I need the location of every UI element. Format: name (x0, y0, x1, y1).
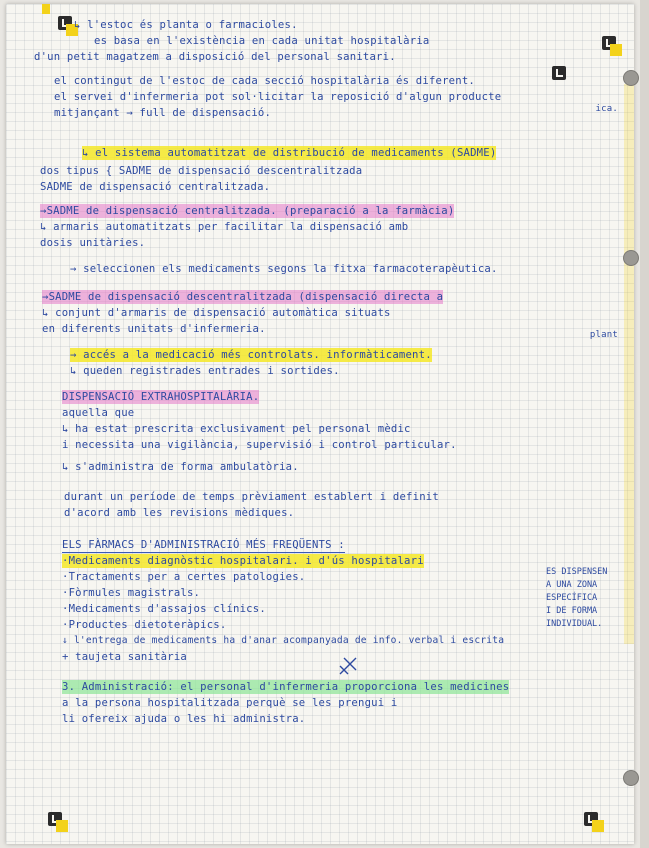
note-line: ↳ l'estoc és planta o farmacioles. (74, 19, 298, 31)
note-line: dosis unitàries. (40, 237, 146, 249)
note-line: li ofereix ajuda o les hi administra. (62, 713, 306, 725)
bottom-left-corner-icon (48, 812, 68, 832)
note-line: mitjançant → full de dispensació. (54, 107, 272, 119)
margin-note: ica. (595, 104, 618, 114)
note-line: ↳ queden registrades entrades i sortides. (70, 365, 340, 377)
note-line: ↳ armaris automatitzats per facilitar la dispensació amb (40, 221, 409, 233)
note-line: es basa en l'existència en cada unitat hospitalària (94, 35, 430, 47)
note-line: en diferents unitats d'infermeria. (42, 323, 266, 335)
note-line: ELS FÀRMACS D'ADMINISTRACIÓ MÉS FREQÜENTS : (62, 539, 345, 551)
note-line: d'un petit magatzem a disposició del personal sanitari. (34, 51, 396, 63)
notebook-edge (640, 0, 649, 848)
note-line: aquella que (62, 407, 135, 419)
bracket-line: INDIVIDUAL. (546, 619, 603, 629)
binder-hole (623, 770, 639, 786)
note-line: SADME de dispensació centralitzada. (40, 181, 271, 193)
note-line: → seleccionen els medicaments segons la fitxa farmacoterapèutica. (70, 263, 498, 275)
note-line: →SADME de dispensació centralitzada. (preparació a la farmàcia) (40, 205, 455, 217)
top-right-corner-icon (602, 36, 622, 56)
note-line: ↳ ha estat prescrita exclusivament pel personal mèdic (62, 423, 411, 435)
bracket-line: ES DISPENSEN (546, 567, 608, 577)
note-line: + taujeta sanitària (62, 651, 187, 663)
note-line: DISPENSACIÓ EXTRAHOSPITALÀRIA. (62, 391, 260, 403)
note-line: a la persona hospitalitzada perquè se les prengui i (62, 697, 398, 709)
bracket-line: I DE FORMA (546, 606, 598, 616)
note-line: → accés a la medicació més controlats. informàticament. (70, 349, 432, 361)
note-line: ·Productes dietoteràpics. (62, 619, 227, 631)
note-line: →SADME de dispensació descentralitzada (dispensació directa a (42, 291, 444, 303)
right-mid-corner-icon (552, 66, 572, 86)
note-line: ·Medicaments diagnòstic hospitalari. i d'ús hospitalari (62, 555, 424, 567)
note-line: el servei d'infermeria pot sol·licitar la reposició d'algun producte (54, 91, 502, 103)
margin-note: plant (589, 330, 618, 340)
notebook-page (6, 4, 634, 844)
note-line: el contingut de l'estoc de cada secció hospitalària és diferent. (54, 75, 475, 87)
note-line: durant un període de temps prèviament establert i definit (64, 491, 439, 503)
note-line: ↳ el sistema automatitzat de distribució de medicaments (SADME) (82, 147, 497, 159)
note-line: ·Tractaments per a certes patologies. (62, 571, 306, 583)
note-line: 3. Administració: el personal d'infermeria proporciona les medicines (62, 681, 510, 693)
note-line: ↳ conjunt d'armaris de dispensació automàtica situats (42, 307, 391, 319)
note-line: ·Fòrmules magistrals. (62, 587, 201, 599)
note-line: ↓ l'entrega de medicaments ha d'anar acompanyada de info. verbal i escrita (62, 635, 505, 646)
right-edge-strip (624, 84, 634, 644)
note-line: dos tipus { SADME de dispensació descentralitzada (40, 165, 363, 177)
bracket-line: A UNA ZONA (546, 580, 598, 590)
bracket-line: ESPECÍFICA (546, 593, 598, 603)
side-bracket-note (546, 566, 636, 631)
binder-hole (623, 250, 639, 266)
note-line: ↳ s'administra de forma ambulatòria. (62, 461, 299, 473)
note-line: ·Medicaments d'assajos clínics. (62, 603, 266, 615)
note-line: i necessita una vigilància, supervisió i control particular. (62, 439, 457, 451)
binder-hole (623, 70, 639, 86)
pen-doodle-icon (336, 654, 360, 678)
note-line: d'acord amb les revisions mèdiques. (64, 507, 295, 519)
bottom-right-corner-icon (584, 812, 604, 832)
left-edge-strip (42, 4, 50, 14)
